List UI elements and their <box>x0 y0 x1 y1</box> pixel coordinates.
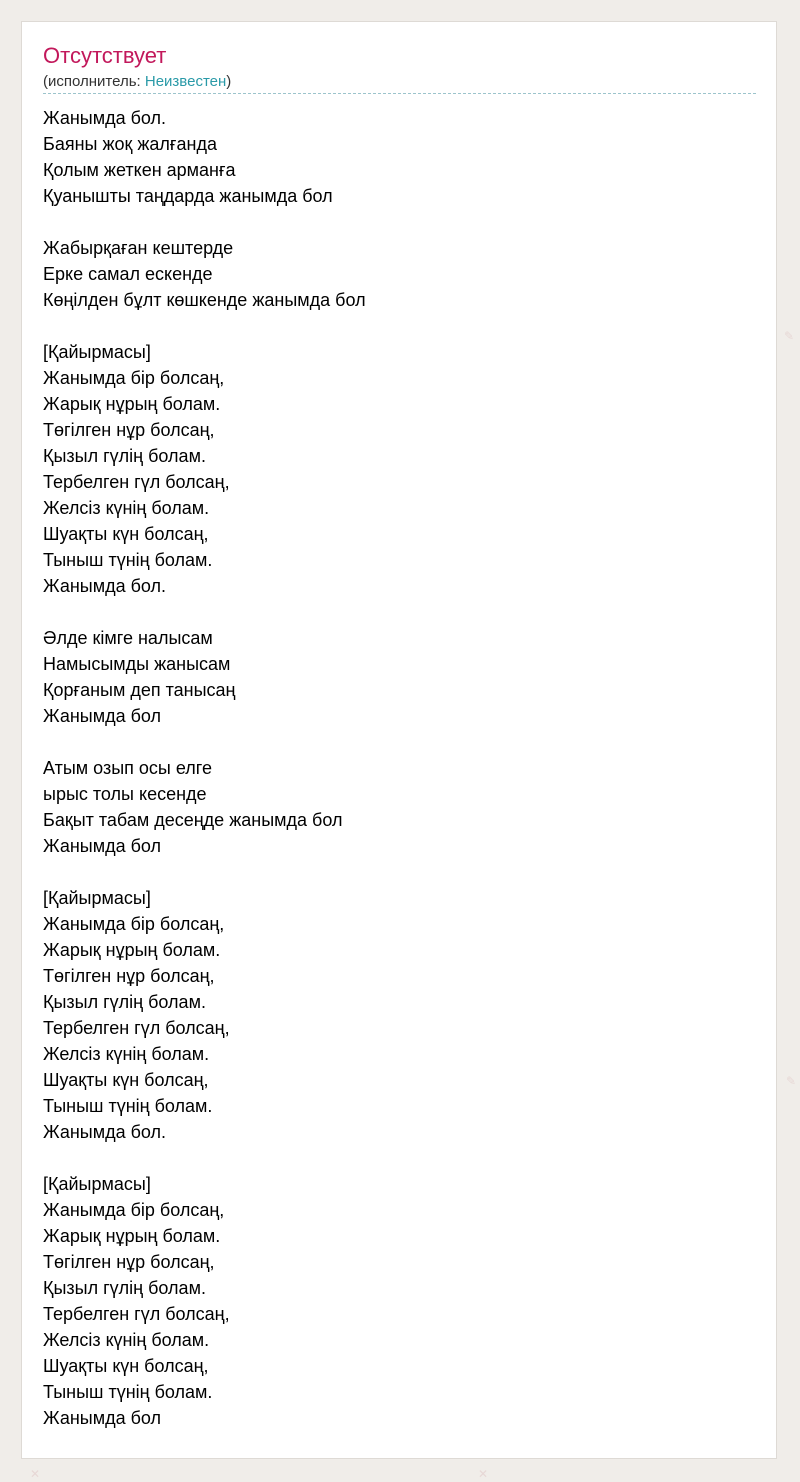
title-divider <box>43 93 756 94</box>
artist-suffix: ) <box>226 73 232 90</box>
artist-line <box>43 72 231 92</box>
background-decoration: ✕ <box>478 1467 489 1481</box>
song-title: Отсутствует <box>43 43 167 68</box>
lyrics-text: Жанымда бол. Баяны жоқ жалғанда Қолым жеткен арманға Қуанышты таңдарда жанымда бол Жабырқаған кештерде Ерке самал ескенде Көңілден бұлт көшкенде жанымда бол [Қайырмасы] Жанымда бір болсаң, Жарық нұрың болам. Төгілген нұр болсаң, Қызыл гүлің болам. Тербелген гүл болсаң, Желсіз күнің болам. Шуақты күн болсаң, Тыныш түнің болам. Жанымда бол. Әлде кімге налысам Намысымды жанысам Қорғаным деп танысаң Жанымда бол Атым озып осы елге ырыс толы кесенде Бақыт табам десеңде жанымда бол Жанымда бол [Қайырмасы] Жанымда бір болсаң, Жарық нұрың болам. Төгілген нұр болсаң, Қызыл гүлің болам. Тербелген гүл болсаң, Желсіз күнің болам. Шуақты күн болсаң, Тыныш түнің болам. Жанымда бол. [Қайырмасы] Жанымда бір болсаң, Жарық нұрың болам. Төгілген нұр болсаң, Қызыл гүлің болам. Тербелген гүл болсаң, Желсіз күнің болам. Шуақты күн болсаң, Тыныш түнің болам. Жанымда бол <box>43 108 366 1428</box>
background-decoration: ✕ <box>30 1467 41 1481</box>
artist-link[interactable]: Неизвестен <box>144 73 227 90</box>
background-decoration: ✎ <box>784 329 795 343</box>
background-decoration: ✎ <box>786 1074 797 1088</box>
artist-prefix: (исполнитель: <box>43 73 145 90</box>
lyrics-card <box>21 21 777 1459</box>
